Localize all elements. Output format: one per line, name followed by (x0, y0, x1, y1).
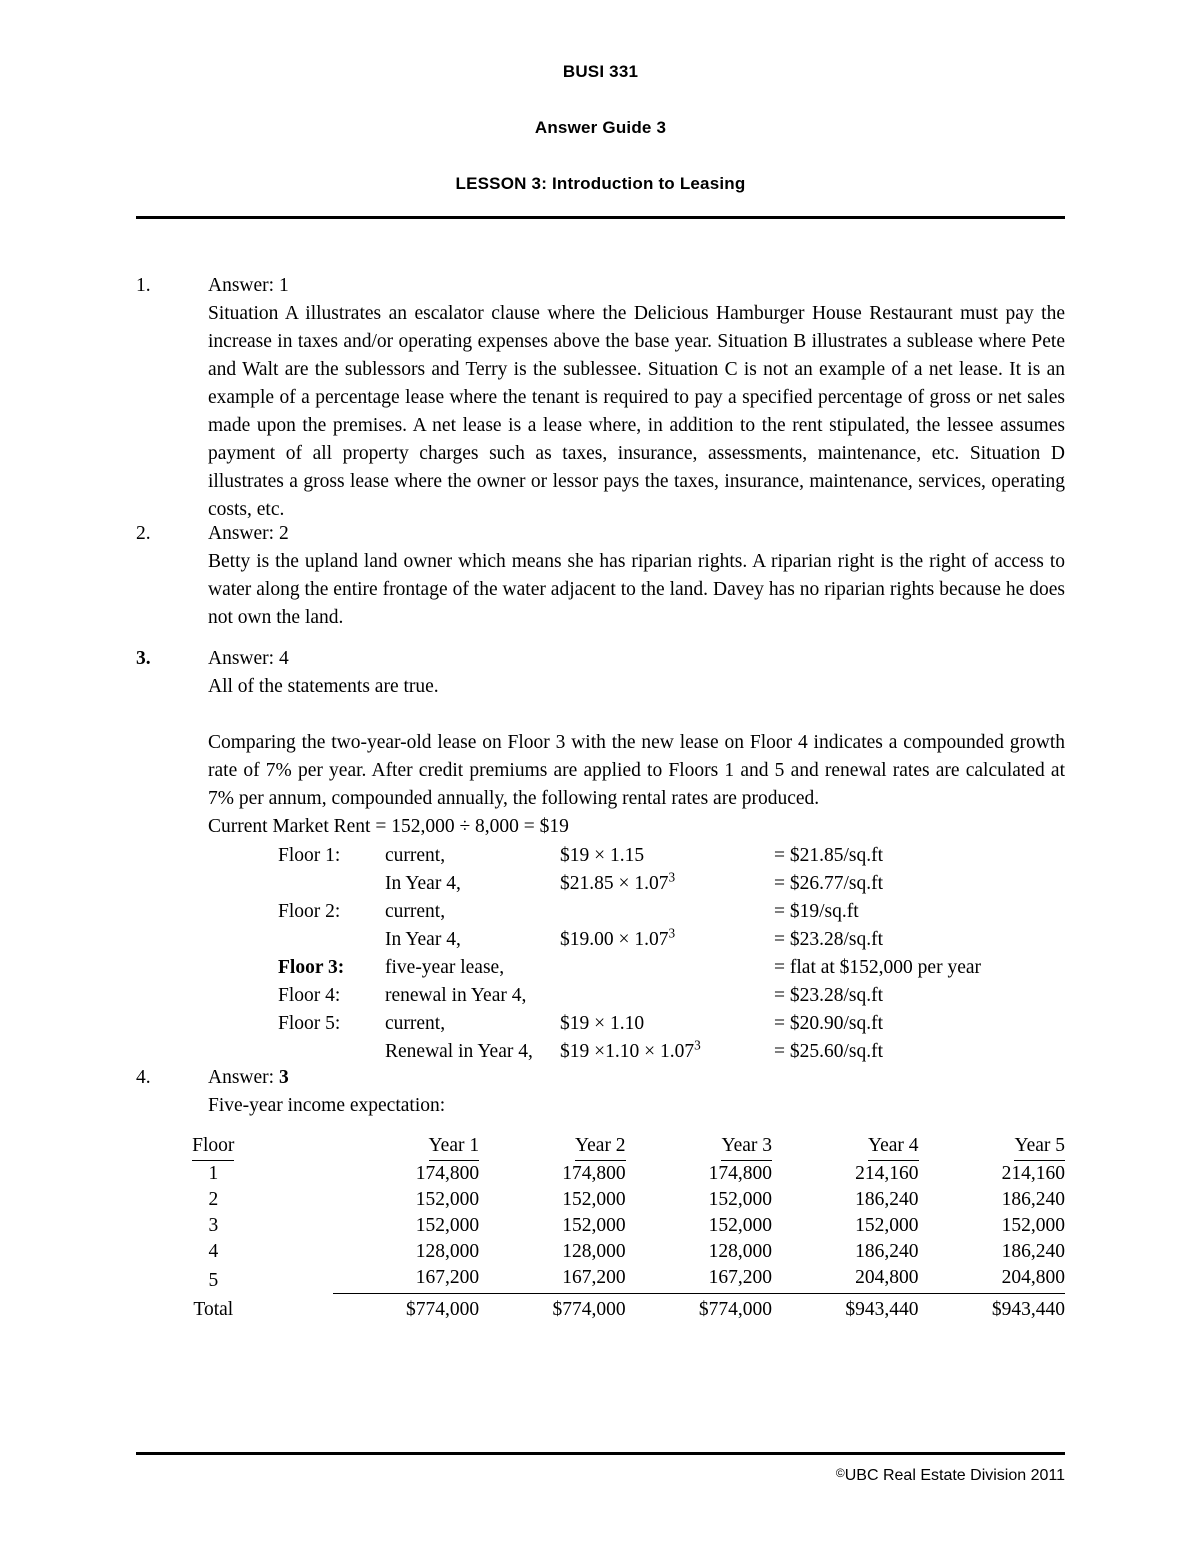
question-body-3 (208, 645, 1065, 841)
answer-paragraph-1: Situation A illustrates an escalator clause where the Delicious Hamburger House Restaurant must pay the increase in taxes and/or operating expenses above the base year. Situation B illustrates a sublease where Pete and Walt are the sublessors and Terry is the sublessee. Situation C is not an example of a net lease. It is an example of a percentage lease where the tenant is required to pay a specified percentage of gross or net sales made upon the premises. A net lease is a lease where, in addition to the rent stipulated, the lessee assumes payment of all property charges such as taxes, insurance, assessments, maintenance, etc. Situation D illustrates a gross lease where the owner or lessor pays the taxes, insurance, maintenance, services, operating costs, etc. (208, 303, 1065, 520)
cell-total-year-5: $943,440 (991, 1299, 1065, 1320)
answer-label-4: Answer: 3 (208, 1067, 289, 1088)
cell-floor: 4 (208, 1241, 219, 1262)
cell-total-year-4: $943,440 (845, 1299, 919, 1320)
cell-year-3: 128,000 (708, 1241, 773, 1262)
footer-label: UBC Real Estate Division 2011 (844, 1467, 1065, 1484)
floor-label: Floor 3: (278, 957, 345, 978)
cell-year-1: 167,200 (333, 1265, 479, 1294)
question-block-4 (136, 1064, 1065, 1120)
cell-year-4: 186,240 (855, 1189, 919, 1210)
question-block-1 (136, 272, 1065, 524)
cell-year-3: 167,200 (626, 1265, 772, 1294)
question-block-3 (136, 645, 1065, 841)
floor-rate-row (136, 926, 1065, 954)
floor-result: = $19/sq.ft (774, 901, 859, 922)
cell-year-1: 128,000 (415, 1241, 480, 1262)
table-row (136, 1213, 1065, 1239)
market-rent-line: Current Market Rent = 152,000 ÷ 8,000 = $19 (208, 816, 569, 837)
table-total-row (136, 1294, 1065, 1324)
floor-label: Floor 4: (278, 985, 341, 1006)
table-row (136, 1265, 1065, 1294)
cell-year-5: 204,800 (919, 1265, 1066, 1294)
answer-intro-4: Five-year income expectation: (208, 1095, 446, 1116)
lesson-title: LESSON 3: Introduction to Leasing (455, 174, 746, 193)
cell-year-2: 167,200 (479, 1265, 625, 1294)
floor-result: = $21.85/sq.ft (774, 845, 884, 866)
cell-total-label: Total (193, 1299, 234, 1320)
floor-rate-row (136, 1038, 1065, 1066)
question-block-2 (136, 520, 1065, 632)
cell-year-1: 174,800 (415, 1163, 480, 1184)
cell-total-year-2: $774,000 (552, 1299, 626, 1320)
floor-result: = $20.90/sq.ft (774, 1013, 884, 1034)
cell-year-2: 152,000 (562, 1189, 626, 1210)
question-body-1 (208, 272, 1065, 524)
table-row (136, 1187, 1065, 1213)
exponent: 3 (694, 1037, 701, 1053)
table-row (136, 1161, 1065, 1187)
cell-year-4: 204,800 (772, 1265, 918, 1294)
cell-year-2: 174,800 (562, 1163, 626, 1184)
cell-floor: 5 (208, 1269, 219, 1291)
cell-year-3: 152,000 (708, 1189, 773, 1210)
floor-description: In Year 4, (385, 929, 461, 950)
floor-result: = $23.28/sq.ft (774, 929, 884, 950)
footer-copyright (136, 1466, 1065, 1485)
answer-paragraph-2: Betty is the upland land owner which means she has riparian rights. A riparian right is the right of access to water along the entire frontage of the water adjacent to the land. Davey has no riparian rights because he does not own the land. (208, 551, 1065, 628)
guide-title: Answer Guide 3 (534, 118, 667, 137)
floor-result: = $26.77/sq.ft (774, 873, 884, 894)
floor-rate-row (136, 870, 1065, 898)
header-divider (136, 216, 1065, 219)
floor-description: In Year 4, (385, 873, 461, 894)
column-header-year-5: Year 5 (919, 1133, 1066, 1161)
floor-rate-row (136, 1010, 1065, 1038)
exponent: 3 (668, 869, 676, 885)
cell-year-2: 152,000 (562, 1215, 626, 1236)
question-number-3: 3. (136, 648, 151, 669)
floor-description: current, (385, 901, 446, 922)
floor-rate-list (136, 842, 1065, 1066)
floor-result: = flat at $152,000 per year (774, 957, 982, 978)
cell-year-4: 214,160 (855, 1163, 919, 1184)
course-code: BUSI 331 (562, 62, 639, 81)
cell-year-3: 152,000 (708, 1215, 773, 1236)
question-number-2: 2. (136, 523, 151, 544)
cell-floor: 2 (208, 1189, 219, 1210)
table-row (136, 1239, 1065, 1265)
answer-label-1: Answer: 1 (208, 275, 289, 296)
column-header-year-3: Year 3 (626, 1133, 772, 1161)
answer-label-2: Answer: 2 (208, 523, 289, 544)
cell-year-4: 186,240 (855, 1241, 919, 1262)
floor-result: = $25.60/sq.ft (774, 1041, 884, 1062)
footer-divider (136, 1452, 1065, 1455)
cell-total-year-3: $774,000 (698, 1299, 773, 1320)
answer-statement-3: All of the statements are true. (208, 676, 439, 697)
column-header-year-4: Year 4 (772, 1133, 918, 1161)
floor-description: current, (385, 845, 446, 866)
floor-label: Floor 1: (278, 845, 341, 866)
cell-total-year-1: $774,000 (405, 1299, 480, 1320)
exponent: 3 (668, 925, 676, 941)
cell-year-5: 186,240 (1001, 1241, 1065, 1262)
document-header (136, 62, 1065, 194)
floor-calculation: $21.85 × $1.07^3$ (560, 869, 676, 894)
floor-rate-row (136, 898, 1065, 926)
floor-result: = $23.28/sq.ft (774, 985, 884, 1006)
floor-rate-row (136, 954, 1065, 982)
copyright-icon: © (835, 1466, 845, 1480)
floor-description: renewal in Year 4, (385, 985, 527, 1006)
cell-floor: 3 (208, 1215, 219, 1236)
cell-year-3: 174,800 (708, 1163, 773, 1184)
question-body-4 (208, 1064, 1065, 1120)
column-header-floor: Floor (136, 1133, 333, 1161)
column-header-year-1: Year 1 (333, 1133, 479, 1161)
floor-rate-row (136, 842, 1065, 870)
cell-year-2: 128,000 (562, 1241, 626, 1262)
floor-label: Floor 5: (278, 1013, 341, 1034)
question-body-2 (208, 520, 1065, 632)
cell-year-5: 186,240 (1001, 1189, 1065, 1210)
cell-year-1: 152,000 (415, 1215, 480, 1236)
answer-label-3: Answer: 4 (208, 648, 289, 669)
floor-calculation: $19 $\times 1.10 \times 1.07^3$ (560, 1037, 701, 1062)
floor-description: current, (385, 1013, 446, 1034)
income-expectation-table (136, 1133, 1065, 1323)
cell-year-5: 214,160 (1001, 1163, 1065, 1184)
column-header-year-2: Year 2 (479, 1133, 625, 1161)
floor-rate-row (136, 982, 1065, 1010)
cell-floor: 1 (208, 1163, 219, 1184)
floor-calculation: $19 × 1.10 (560, 1013, 645, 1034)
floor-description: five-year lease, (385, 957, 505, 978)
table-header-row (136, 1133, 1065, 1161)
floor-calculation: $19 × 1.15 (560, 845, 645, 866)
question-number-4: 4. (136, 1067, 151, 1088)
question-number-1: 1. (136, 275, 151, 296)
cell-year-5: 152,000 (1001, 1215, 1065, 1236)
floor-description: Renewal in Year 4, (385, 1041, 533, 1062)
floor-label: Floor 2: (278, 901, 341, 922)
floor-calculation: $19.00 × $1.07^3$ (560, 925, 676, 950)
cell-year-4: 152,000 (855, 1215, 919, 1236)
answer-explanation-3: Comparing the two-year-old lease on Floor 3 with the new lease on Floor 4 indicates a compounded growth rate of 7% per year. After credit premiums are applied to Floors 1 and 5 and renewal rates are calculated at 7% per annum, compounded annually, the following rental rates are produced. (208, 732, 1065, 809)
cell-year-1: 152,000 (415, 1189, 480, 1210)
